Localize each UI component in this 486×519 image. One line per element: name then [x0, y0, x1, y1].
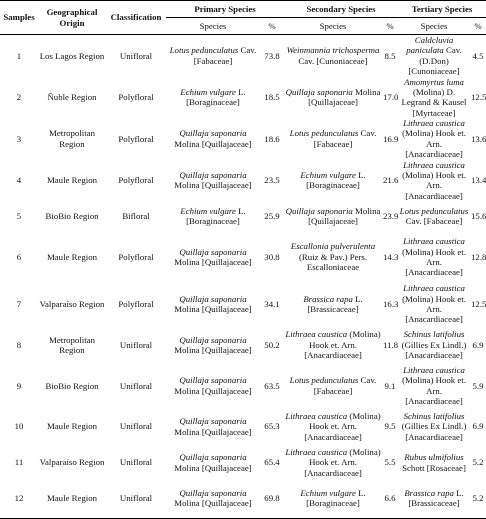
tertiary-percent: 6.9: [472, 421, 484, 432]
primary-species-name: Quillaja saponaria: [179, 375, 247, 386]
tertiary-species-name: Schinus latifolius: [403, 410, 465, 421]
secondary-species-name: Lithraea caustica: [285, 329, 348, 340]
geographical-origin: Valparaíso Region: [39, 457, 105, 468]
primary-species-name: Quillaja saponaria: [179, 246, 247, 257]
secondary-species-authority: Molina [Quillajaceae]: [308, 205, 381, 226]
primary-species: [166, 201, 260, 231]
secondary-species-name: Lotus pedunculatus: [289, 128, 359, 139]
classification: Bifloral: [122, 210, 150, 221]
secondary-species: [284, 201, 382, 231]
tertiary-percent: 13.4: [471, 175, 486, 186]
tertiary-species-name: Brassica rapa: [404, 487, 454, 498]
geographical-origin: Metropolitan Region: [49, 128, 95, 149]
secondary-percent: 14.3: [383, 251, 399, 262]
secondary-species: [284, 479, 382, 519]
primary-species: [166, 283, 260, 325]
tertiary-species-authority: (Gillies Ex Lindl.) [Anacardiaceae]: [401, 421, 467, 442]
tertiary-species: [398, 231, 470, 283]
secondary-species-name: Weinmannia trichosperma: [286, 45, 380, 56]
secondary-species-name: Lithraea caustica: [285, 410, 348, 421]
tertiary-species-authority: (Molina) Hook et. Arn. [Anacardiaceae]: [402, 293, 466, 325]
tertiary-percent: 13.6: [471, 133, 486, 144]
secondary-species: [284, 77, 382, 119]
tertiary-species-authority: Cav. [Fabaceae]: [405, 216, 463, 226]
primary-species-name: Echium vulgare: [180, 205, 236, 216]
primary-species-authority: L. [Boraginaceae]: [186, 205, 246, 226]
sample-number: 2: [16, 92, 22, 103]
tertiary-species-name: Lithraea caustica: [403, 159, 465, 170]
secondary-species-authority: L. [Brassicaceae]: [307, 293, 363, 314]
primary-species: [166, 365, 260, 407]
primary-percent: 69.8: [260, 479, 284, 519]
tertiary-species-header: Tertiary Species: [398, 1, 486, 18]
primary-species-subheader: Species: [166, 18, 260, 35]
tertiary-species-authority: (Molina) Hook et. Arn. [Anacardiaceae]: [402, 169, 466, 201]
secondary-species: [284, 35, 382, 77]
table-row: [0, 447, 486, 479]
sample-number: 9: [16, 380, 22, 391]
geographical-origin: Maule Region: [46, 251, 98, 262]
secondary-species-name: Lithraea caustica: [285, 446, 348, 457]
primary-species-name: Quillaja saponaria: [179, 169, 247, 180]
tertiary-species-subheader: Species: [398, 18, 470, 35]
primary-species-authority: Molina [Quillajaceae]: [174, 426, 252, 437]
classification: Unifloral: [106, 479, 166, 519]
geographical-origin: Metropolitan Region: [49, 334, 95, 355]
primary-species-authority: Molina [Quillajaceae]: [174, 138, 252, 149]
classification: Unifloral: [119, 457, 153, 468]
secondary-species-authority: Molina [Quillajaceae]: [308, 86, 381, 108]
geographical-origin: Valparaíso Region: [39, 298, 105, 309]
table-row: [0, 201, 486, 231]
secondary-species-subheader: Species: [284, 18, 382, 35]
classification: Unifloral: [119, 339, 153, 350]
secondary-species-name: Lotus pedunculatus: [289, 375, 359, 386]
primary-species-name: Echium vulgare: [180, 86, 236, 97]
secondary-percent: 16.9: [383, 133, 399, 144]
primary-percent: 30.8: [264, 251, 280, 262]
primary-species-name: Quillaja saponaria: [179, 487, 247, 498]
primary-species: [166, 325, 260, 365]
geographical-origin: Maule Region: [46, 175, 98, 186]
secondary-species-authority: Cav. [Cunoniaceae]: [298, 55, 368, 66]
geographical-origin: Los Lagos Region: [39, 50, 105, 61]
table-row: [0, 365, 486, 407]
geographical-origin: Ñuble Region: [47, 92, 97, 103]
classification-header: Classification: [106, 1, 166, 35]
tertiary-species: [398, 365, 470, 407]
primary-species-authority: Molina [Quillajaceae]: [174, 180, 252, 191]
tertiary-percent: 5.2: [470, 479, 486, 519]
primary-species-name: Quillaja saponaria: [179, 293, 247, 304]
classification: Polyfloral: [118, 133, 154, 144]
tertiary-species-name: Lithraea caustica: [403, 236, 465, 247]
secondary-species: [284, 325, 382, 365]
geographical-origin: Maule Region: [46, 421, 98, 432]
tertiary-species: [398, 160, 470, 202]
tertiary-percent: 6.9: [472, 339, 484, 350]
secondary-pct-subheader: %: [382, 18, 398, 35]
primary-species: [166, 160, 260, 202]
primary-species-authority: Molina [Quillajaceae]: [174, 385, 252, 396]
secondary-species-name: Quillaja saponaria: [285, 86, 353, 97]
primary-species: [166, 447, 260, 479]
primary-species: [166, 77, 260, 119]
samples-header: Samples: [0, 1, 38, 35]
sample-number: 6: [16, 251, 22, 262]
secondary-percent: 16.3: [383, 298, 399, 309]
secondary-species-authority: (Molina) Hook et. Arn. [Anacardiaceae]: [304, 329, 381, 361]
table-body: [0, 35, 486, 519]
geographical-origin: BioBio Region: [45, 380, 99, 391]
tertiary-species-authority: (Gillies Ex Lindl.) [Anacardiaceae]: [401, 339, 467, 361]
tertiary-percent: 12.8: [471, 251, 486, 262]
primary-percent: 63.5: [264, 380, 280, 391]
classification: Polyfloral: [118, 298, 154, 309]
secondary-species: [284, 118, 382, 160]
secondary-species: [284, 365, 382, 407]
secondary-percent: 9.1: [384, 380, 396, 391]
header-row-top: [0, 1, 486, 18]
sample-number: 1: [16, 50, 22, 61]
geographical-origin: BioBio Region: [45, 210, 99, 221]
tertiary-species-name: Amomyrtus luma: [404, 76, 464, 87]
tertiary-species-authority: (Molina) Hook et. Arn. [Anacardiaceae]: [402, 375, 466, 407]
secondary-species: [284, 407, 382, 447]
primary-percent: 34.1: [264, 298, 280, 309]
tertiary-species-name: Rubus ulmifolius: [404, 452, 464, 463]
primary-percent: 23.5: [264, 175, 280, 186]
primary-percent: 65.4: [264, 457, 280, 468]
sample-number: 12: [0, 479, 38, 519]
primary-species-authority: Molina [Quillajaceae]: [174, 304, 252, 314]
secondary-percent: 23.9: [383, 210, 399, 221]
secondary-species-name: Brassica rapa: [303, 293, 353, 304]
secondary-species-name: Echium vulgare: [300, 487, 356, 498]
primary-species: [166, 35, 260, 77]
table-row: [0, 283, 486, 325]
tertiary-percent: 5.9: [472, 380, 484, 391]
secondary-species-authority: (Molina) Hook et. Arn. [Anacardiaceae]: [304, 446, 381, 478]
secondary-species: [284, 447, 382, 479]
table-row: [0, 231, 486, 283]
primary-species-authority: L. [Boraginaceae]: [186, 86, 246, 108]
secondary-species-name: Quillaja saponaria: [285, 205, 353, 216]
tertiary-species: [398, 325, 470, 365]
secondary-species-authority: (Ruiz & Pav.) Pers. Escalloniaceae: [298, 251, 368, 273]
primary-pct-subheader: %: [260, 18, 284, 35]
primary-species-authority: Cav. [Fabaceae]: [193, 45, 257, 66]
secondary-species-name: Escallonia pulverulenta: [290, 241, 376, 252]
table-row: [0, 118, 486, 160]
tertiary-species-name: Lithraea caustica: [403, 118, 465, 128]
secondary-percent: 8.5: [384, 50, 396, 61]
geographical-origin: Maule Region: [38, 479, 106, 519]
primary-species-name: Quillaja saponaria: [179, 334, 247, 345]
primary-percent: 18.6: [264, 133, 280, 144]
sample-number: 8: [16, 339, 22, 350]
secondary-percent: 11.8: [383, 339, 399, 350]
tertiary-species: [398, 118, 470, 160]
tertiary-species: [398, 447, 470, 479]
secondary-species: [284, 231, 382, 283]
primary-species-name: Lotus pedunculatus: [169, 45, 239, 56]
classification: Polyfloral: [118, 92, 154, 103]
primary-species-name: Quillaja saponaria: [179, 452, 247, 463]
tertiary-percent: 15.6: [471, 210, 486, 221]
tertiary-species: [398, 407, 470, 447]
tertiary-species: [398, 479, 470, 519]
primary-species: [166, 407, 260, 447]
primary-percent: 50.2: [264, 339, 280, 350]
primary-species-authority: Molina [Quillajaceae]: [174, 345, 252, 355]
tertiary-species-name: Lithraea caustica: [403, 283, 465, 294]
primary-percent: 25.9: [264, 210, 280, 221]
table-row: [0, 479, 486, 519]
primary-species-name: Quillaja saponaria: [179, 416, 247, 427]
primary-species: [166, 479, 260, 519]
sample-number: 5: [16, 210, 22, 221]
classification: Polyfloral: [118, 175, 154, 186]
tertiary-pct-subheader: %: [470, 18, 486, 35]
table-row: [0, 35, 486, 77]
sample-number: 3: [16, 133, 22, 144]
primary-percent: 73.8: [264, 50, 280, 61]
secondary-percent: 9.5: [384, 421, 396, 432]
primary-species-authority: Molina [Quillajaceae]: [174, 498, 252, 509]
secondary-species-name: Echium vulgare: [300, 169, 356, 180]
tertiary-percent: 5.2: [472, 457, 484, 468]
classification: Unifloral: [119, 421, 153, 432]
secondary-species: [284, 160, 382, 202]
tertiary-percent: 12.5: [471, 298, 486, 309]
table-row: [0, 407, 486, 447]
tertiary-species-authority: (Molina) Hook et. Arn. [Anacardiaceae]: [402, 128, 466, 160]
tertiary-species: [398, 201, 470, 231]
tertiary-percent: 12.5: [471, 92, 486, 103]
secondary-percent: 6.6: [382, 479, 398, 519]
sample-number: 11: [14, 457, 24, 468]
tertiary-species-authority: (Molina) D. Legrand & Kausel [Myrtaceae]: [401, 86, 467, 118]
table-row: [0, 77, 486, 119]
secondary-species-authority: L. [Boraginaceae]: [306, 169, 366, 191]
tertiary-species: [398, 283, 470, 325]
primary-percent: 65.3: [264, 421, 280, 432]
secondary-percent: 17.0: [383, 92, 399, 103]
tertiary-species-name: Caldcluvia paniculata: [406, 35, 454, 56]
primary-species: [166, 118, 260, 160]
secondary-species-authority: Cav. [Fabaceae]: [313, 128, 377, 149]
tertiary-species-authority: Schott [Rosaceae]: [402, 462, 466, 473]
primary-species-name: Quillaja saponaria: [179, 128, 247, 139]
table-row: [0, 160, 486, 202]
tertiary-species-authority: Cav. (D.Don) [Cunoniaceae]: [408, 45, 462, 77]
primary-species-authority: Molina [Quillajaceae]: [174, 462, 252, 473]
secondary-species-authority: (Molina) Hook et. Arn. [Anacardiaceae]: [304, 410, 381, 442]
classification: Unifloral: [119, 50, 153, 61]
secondary-species-authority: L. [Boraginaceae]: [306, 487, 366, 509]
tertiary-species-name: Lithraea caustica: [403, 365, 465, 375]
primary-species-header: Primary Species: [166, 1, 284, 18]
secondary-species: [284, 283, 382, 325]
secondary-percent: 21.6: [383, 175, 399, 186]
tertiary-species-authority: (Molina) Hook et. Arn. [Anacardiaceae]: [402, 246, 466, 278]
tertiary-species-authority: L. [Brassicaceae]: [408, 487, 464, 509]
table-row: [0, 325, 486, 365]
sample-number: 4: [16, 175, 22, 186]
classification: Unifloral: [119, 380, 153, 391]
tertiary-species: [398, 77, 470, 119]
primary-species-authority: Molina [Quillajaceae]: [174, 257, 252, 267]
secondary-species-header: Secondary Species: [284, 1, 398, 18]
primary-species: [166, 231, 260, 283]
secondary-species-authority: Cav. [Fabaceae]: [313, 375, 377, 396]
sample-number: 10: [14, 421, 24, 432]
secondary-percent: 5.5: [384, 457, 396, 468]
tertiary-species-name: Lotus pedunculatus: [399, 205, 469, 216]
tertiary-species-name: Schinus latifolius: [403, 329, 465, 340]
sample-number: 7: [16, 298, 22, 309]
tertiary-percent: 4.5: [472, 50, 484, 61]
origin-header: Geographical Origin: [38, 1, 106, 35]
classification: Polyfloral: [118, 251, 154, 262]
primary-percent: 18.5: [264, 92, 280, 103]
tertiary-species: [398, 35, 470, 77]
